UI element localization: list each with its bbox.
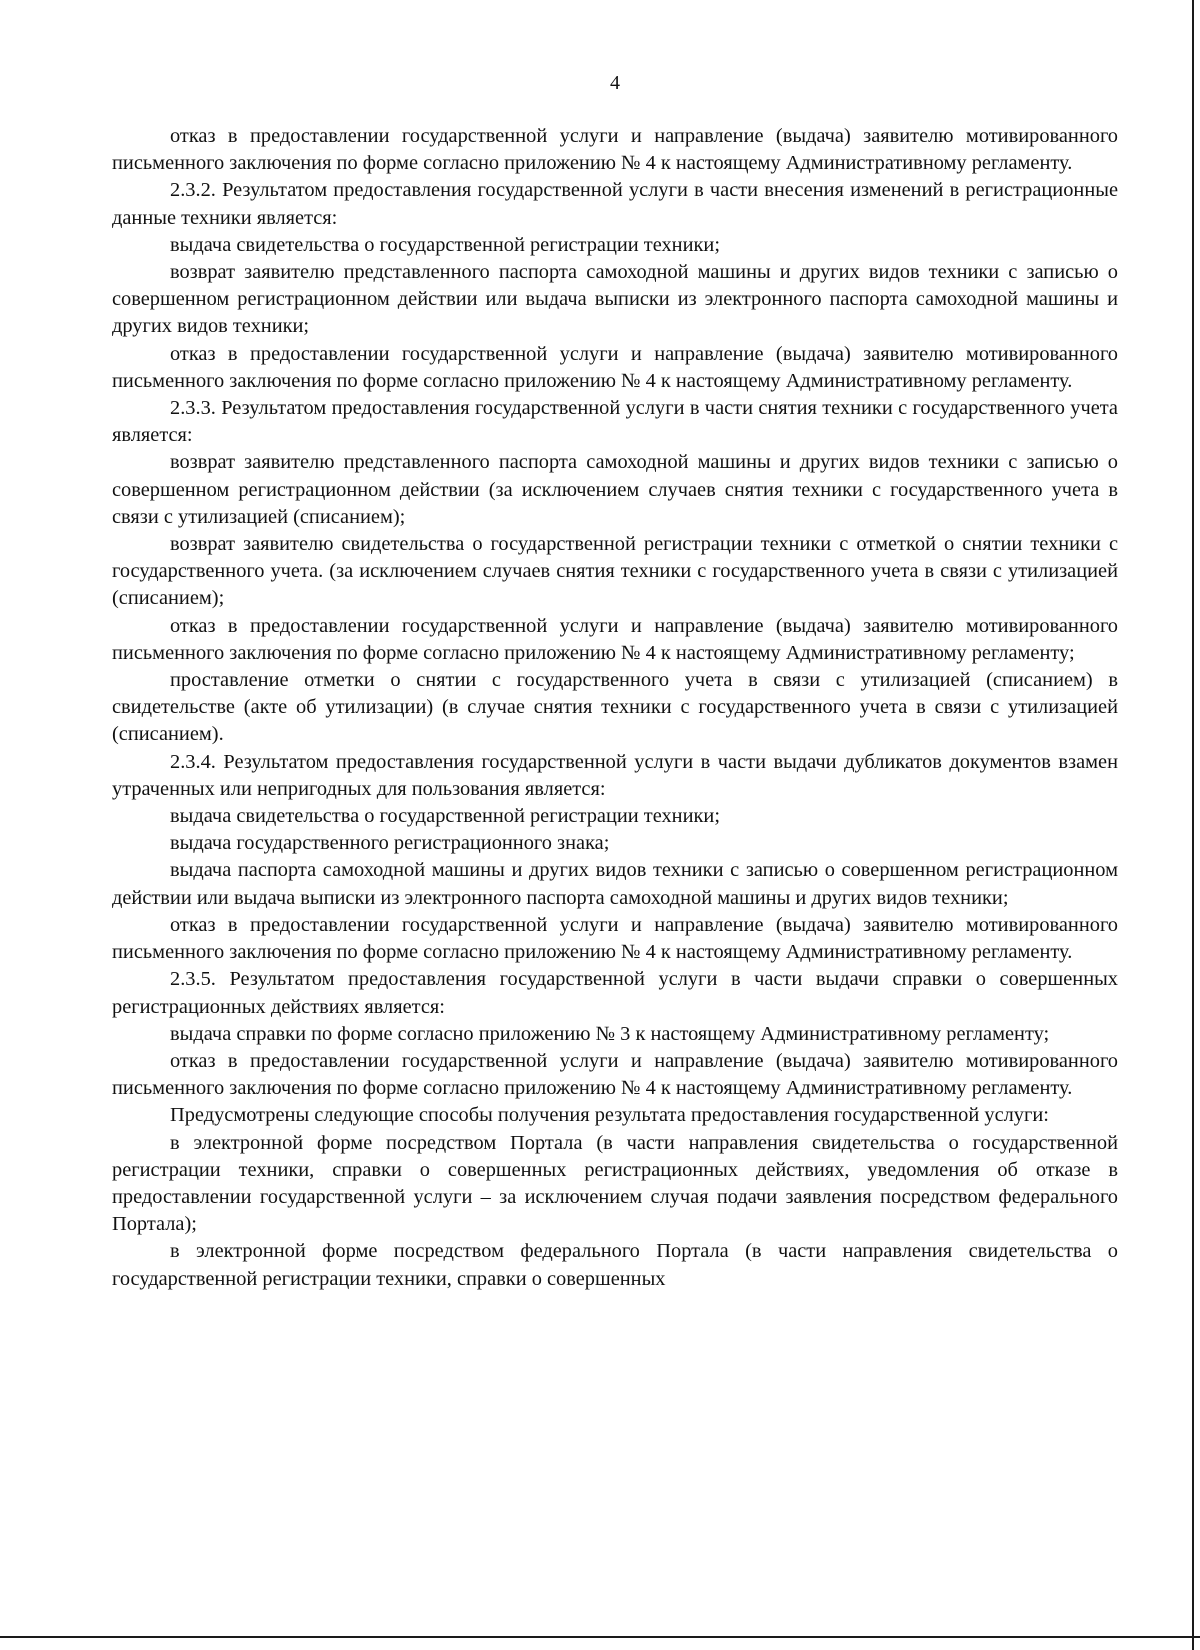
page-number: 4: [610, 72, 620, 94]
paragraph: выдача справки по форме согласно приложению № 3 к настоящему Административному регламенту;: [170, 1022, 1050, 1045]
paragraph: отказ в предоставлении государственной услуги и направление (выдача) заявителю мотивированного письменного заключения по форме согласно приложению № 4 к настоящему Административному регламенту;: [112, 614, 1118, 664]
paragraph: выдача государственного регистрационного знака;: [170, 832, 610, 855]
paragraph: возврат заявителю свидетельства о государственной регистрации техники с отметкой о снятии техники с государственного учета. (за исключением случаев снятия техники с государственного учета в связи с утилизацией (списанием);: [112, 533, 1118, 610]
paragraph: отказ в предоставлении государственной услуги и направление (выдача) заявителю мотивированного письменного заключения по форме согласно приложению № 4 к настоящему Административному регламенту.: [112, 125, 1118, 175]
paragraph: отказ в предоставлении государственной услуги и направление (выдача) заявителю мотивированного письменного заключения по форме согласно приложению № 4 к настоящему Административному регламенту.: [112, 913, 1118, 964]
body-text: [112, 123, 1118, 1293]
paragraph: в электронной форме посредством Портала (в части направления свидетельства о государственной регистрации техники, справки о совершенных регистрационных действиях, уведомления об отказе в предоставлении государственной услуги – за исключением случая подачи заявления посредством федерального Портала);: [112, 1131, 1118, 1236]
paragraph: 2.3.4. Результатом предоставления государственной услуги в части выдачи дубликатов документов взамен утраченных или непригодных для пользования является:: [112, 750, 1118, 800]
paragraph: проставление отметки о снятии с государственного учета в связи с утилизацией (списанием) в свидетельстве (акте об утилизации) (в случае снятия техники с государственного учета в связи с утилизацией (списанием).: [112, 669, 1118, 746]
paragraph: отказ в предоставлении государственной услуги и направление (выдача) заявителю мотивированного письменного заключения по форме согласно приложению № 4 к настоящему Административному регламенту.: [112, 1049, 1118, 1100]
paragraph: 2.3.5. Результатом предоставления государственной услуги в части выдачи справки о совершенных регистрационных действиях является:: [112, 968, 1118, 1018]
paragraph: возврат заявителю представленного паспорта самоходной машины и других видов техники с записью о совершенном регистрационном действии (за исключением случаев снятия техники с государственного учета в связи с утилизацией (списанием);: [112, 451, 1118, 528]
paragraph: выдача свидетельства о государственной регистрации техники;: [170, 805, 720, 828]
scan-edge-bottom: [0, 1636, 1200, 1638]
paragraph: возврат заявителю представленного паспорта самоходной машины и других видов техники с записью о совершенном регистрационном действии или выдача выписки из электронного паспорта самоходной машины и других видов техники;: [112, 261, 1118, 338]
paragraph: отказ в предоставлении государственной услуги и направление (выдача) заявителю мотивированного письменного заключения по форме согласно приложению № 4 к настоящему Административному регламенту.: [112, 342, 1118, 392]
paragraph: 2.3.2. Результатом предоставления государственной услуги в части внесения изменений в регистрационные данные техники является:: [112, 179, 1118, 229]
paragraph: в электронной форме посредством федерального Портала (в части направления свидетельства о государственной регистрации техники, справки о совершенных: [112, 1240, 1118, 1290]
paragraph: 2.3.3. Результатом предоставления государственной услуги в части снятия техники с государственного учета является:: [112, 397, 1118, 447]
paragraph: выдача паспорта самоходной машины и других видов техники с записью о совершенном регистрационном действии или выдача выписки из электронного паспорта самоходной машины и других видов техники;: [112, 859, 1118, 909]
paragraph: Предусмотрены следующие способы получения результата предоставления государственной услуги:: [170, 1104, 1049, 1127]
paragraph: выдача свидетельства о государственной регистрации техники;: [170, 233, 720, 256]
scan-edge-right: [1192, 0, 1194, 1650]
